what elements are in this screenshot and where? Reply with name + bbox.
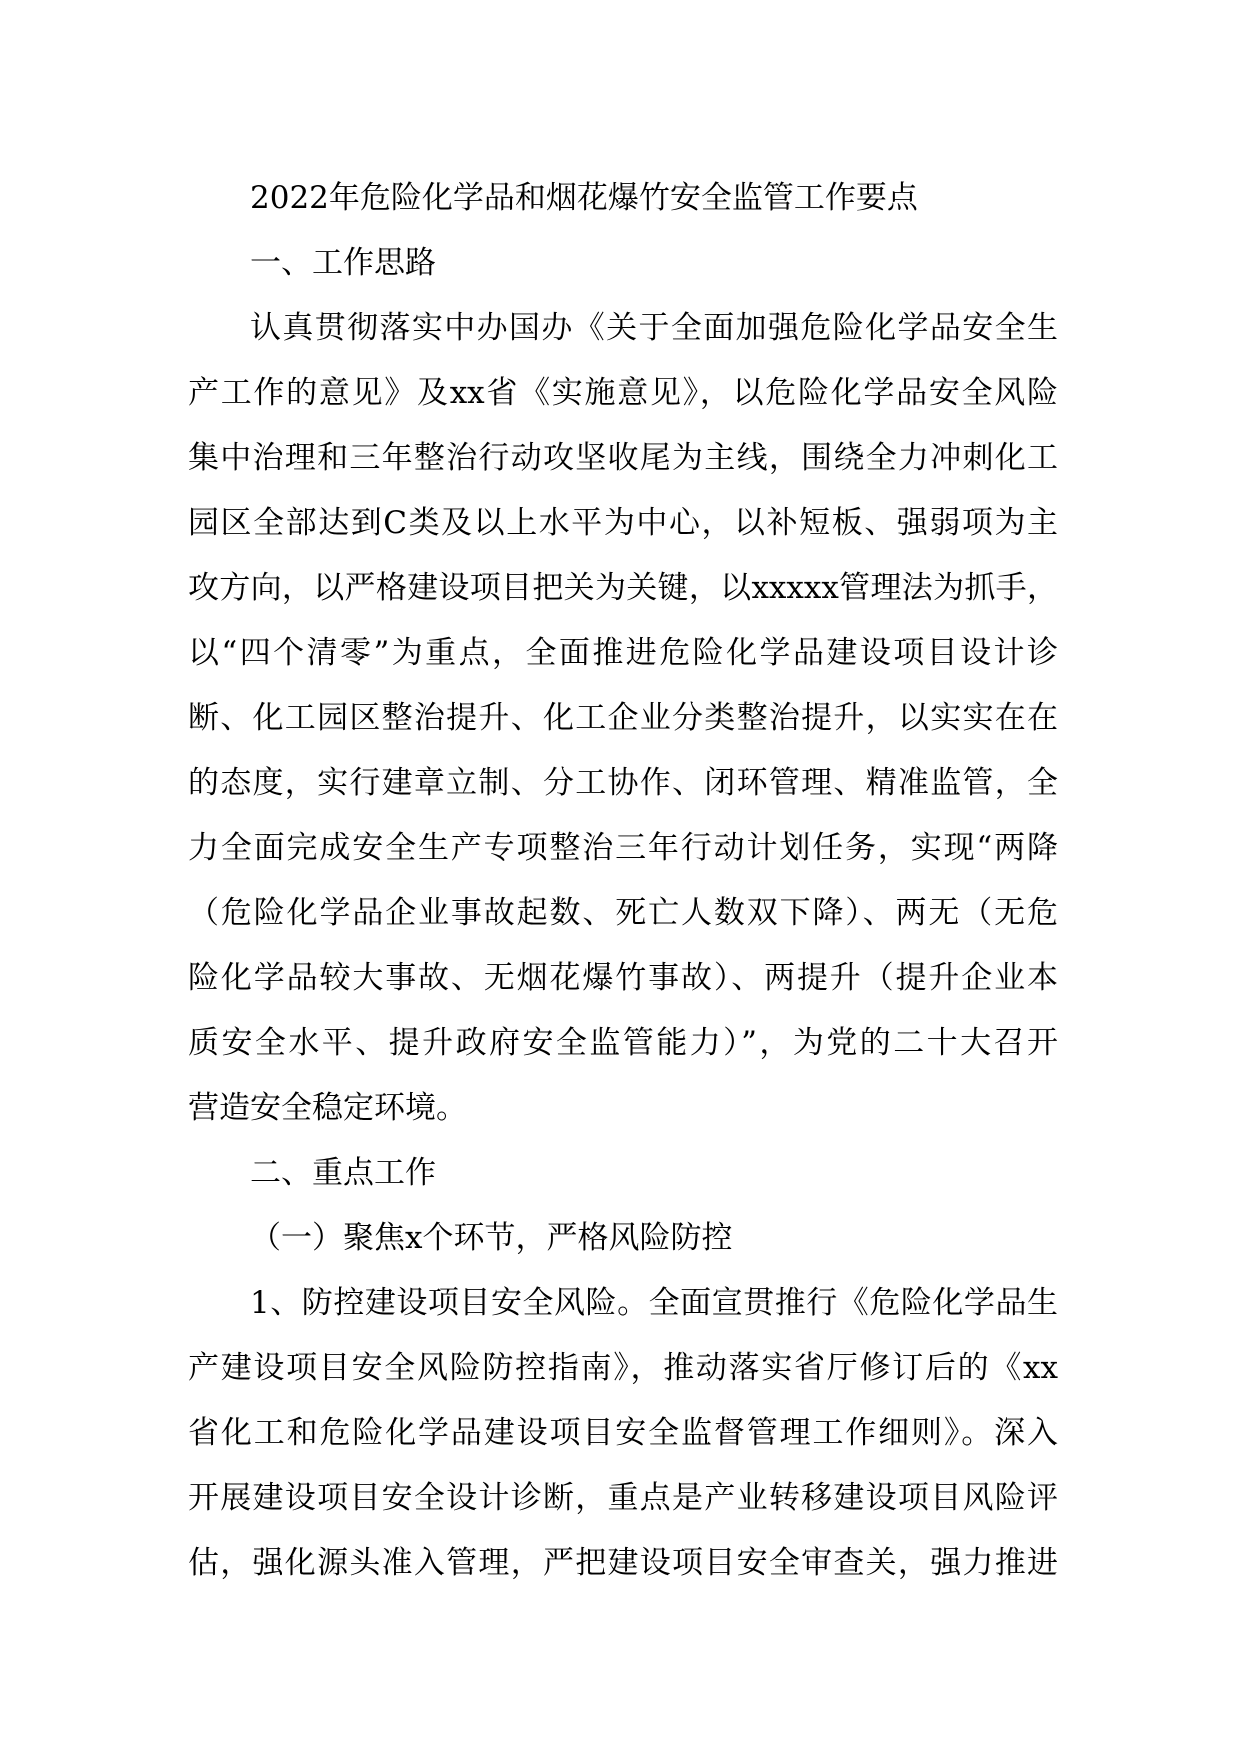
- paragraph-1-line: 险化学品较大事故、无烟花爆竹事故）、两提升（提升企业本: [188, 960, 1058, 996]
- paragraph-1-line: （危险化学品企业事故起数、死亡人数双下降）、两无（无危: [188, 895, 1058, 931]
- paragraph-2-line: 省化工和危险化学品建设项目安全监督管理工作细则》。深入: [188, 1415, 1058, 1451]
- section-heading-2: 二、重点工作: [250, 1155, 436, 1191]
- section-heading-1: 一、工作思路: [250, 245, 436, 281]
- paragraph-1-line: 以“四个清零”为重点，全面推进危险化学品建设项目设计诊: [188, 635, 1058, 671]
- paragraph-1-line: 认真贯彻落实中办国办《关于全面加强危险化学品安全生: [250, 310, 1058, 346]
- paragraph-1-line: 营造安全稳定环境。: [188, 1090, 467, 1126]
- paragraph-2-line: 产建设项目安全风险防控指南》，推动落实省厅修订后的《xx: [188, 1350, 1058, 1386]
- paragraph-2-line: 开展建设项目安全设计诊断，重点是产业转移建设项目风险评: [188, 1480, 1058, 1516]
- paragraph-1-line: 的态度，实行建章立制、分工协作、闭环管理、精准监管，全: [188, 765, 1058, 801]
- paragraph-1-line: 力全面完成安全生产专项整治三年行动计划任务，实现“两降: [188, 830, 1058, 866]
- paragraph-2-line: 1、防控建设项目安全风险。全面宣贯推行《危险化学品生: [250, 1285, 1058, 1321]
- document-body: [188, 166, 1058, 1596]
- paragraph-1-line: 园区全部达到C类及以上水平为中心，以补短板、强弱项为主: [188, 505, 1058, 541]
- document-title: 2022年危险化学品和烟花爆竹安全监管工作要点: [250, 180, 918, 216]
- paragraph-1-line: 攻方向，以严格建设项目把关为关键，以xxxxx管理法为抓手，: [188, 570, 1058, 606]
- paragraph-1-line: 产工作的意见》及xx省《实施意见》，以危险化学品安全风险: [188, 375, 1058, 411]
- paragraph-1-line: 集中治理和三年整治行动攻坚收尾为主线，围绕全力冲刺化工: [188, 440, 1058, 476]
- paragraph-2-line: 估，强化源头准入管理，严把建设项目安全审查关，强力推进: [188, 1545, 1058, 1581]
- subsection-heading-1: （一）聚焦x个环节，严格风险防控: [250, 1220, 733, 1256]
- paragraph-1-line: 断、化工园区整治提升、化工企业分类整治提升，以实实在在: [188, 700, 1058, 736]
- paragraph-1-line: 质安全水平、提升政府安全监管能力）”，为党的二十大召开: [188, 1025, 1058, 1061]
